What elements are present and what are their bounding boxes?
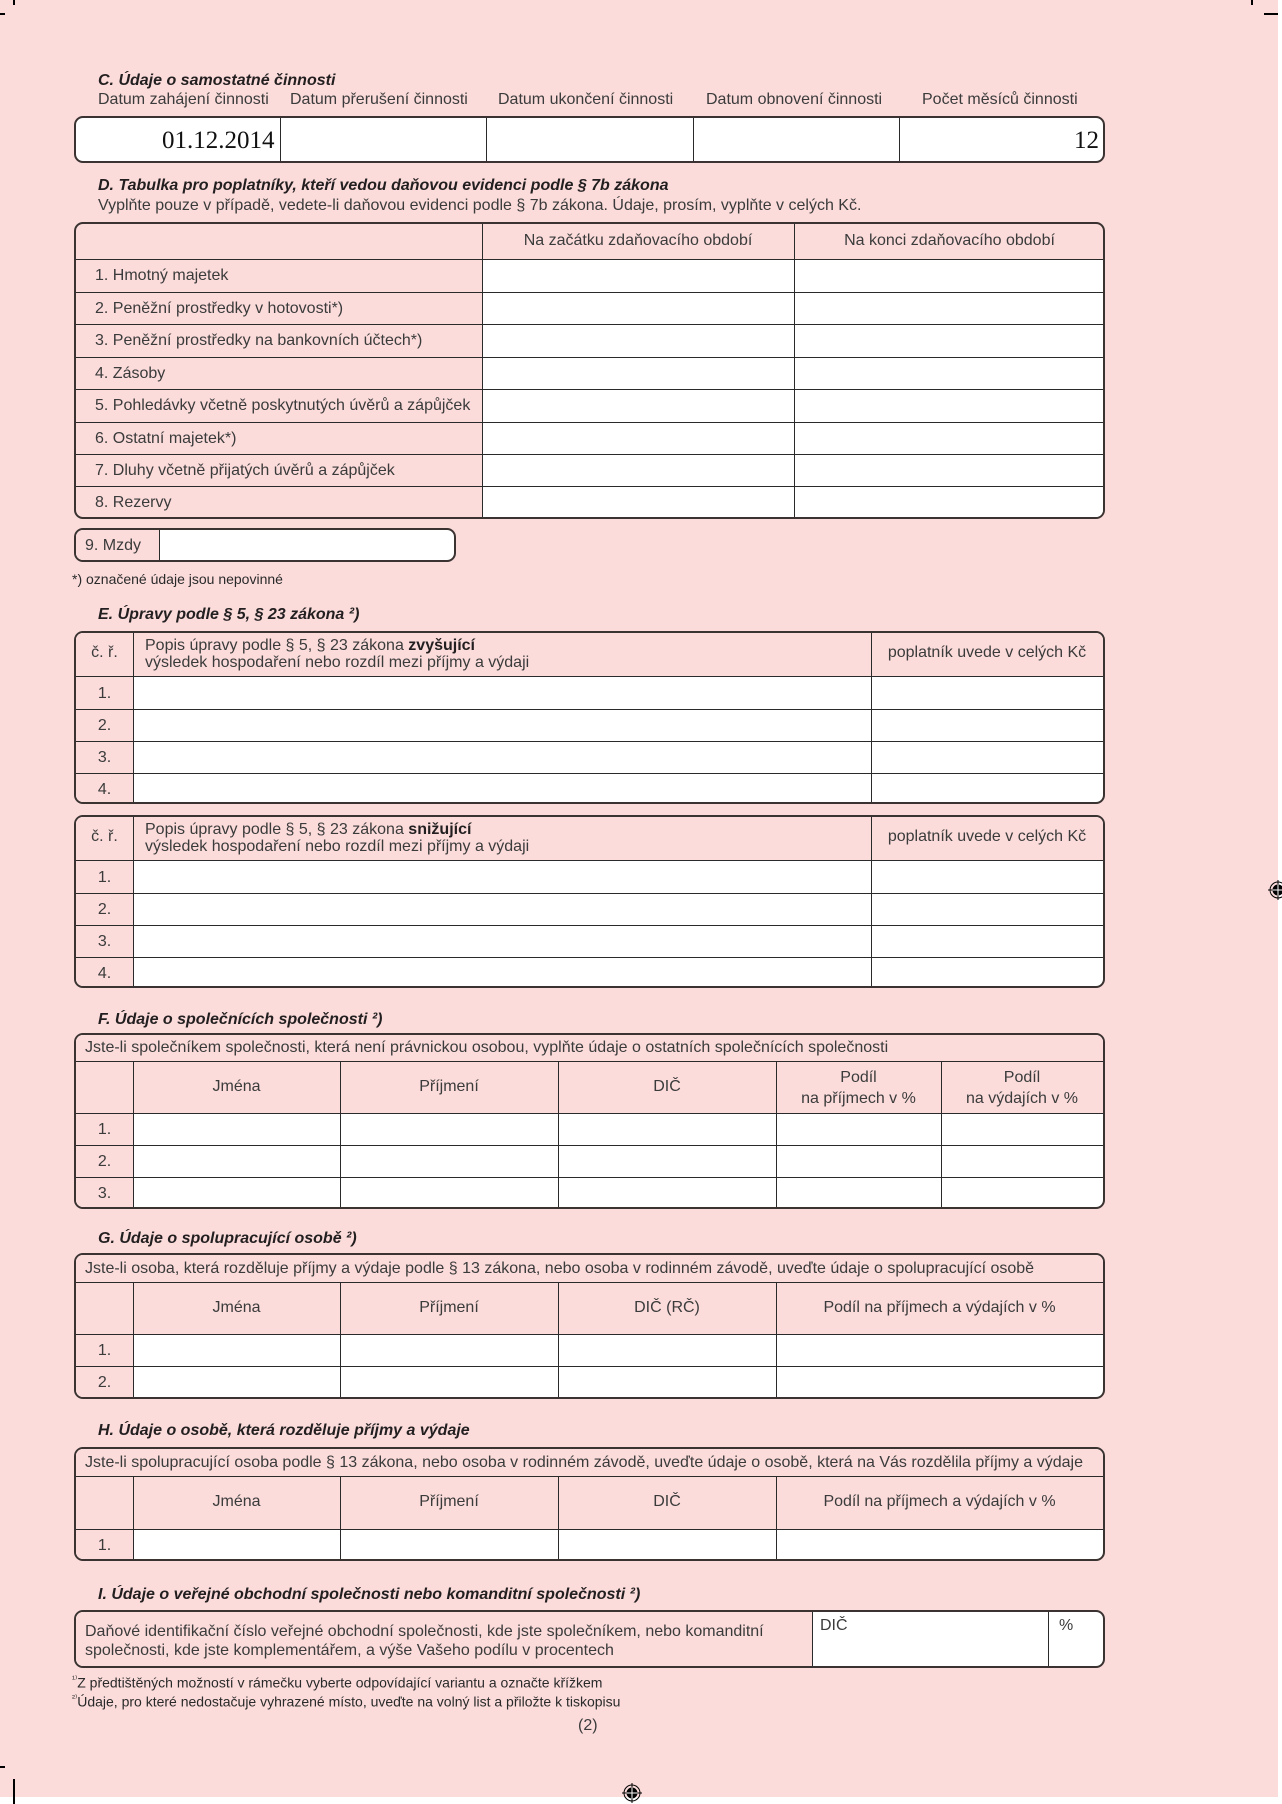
- increasing-desc-input-4[interactable]: [135, 775, 870, 802]
- tangible-assets-end-input[interactable]: [796, 261, 1105, 291]
- increasing-amount-input-4[interactable]: [873, 775, 1103, 802]
- distributing-person-table: [74, 1447, 1105, 1561]
- row-number: 1.: [97, 1342, 112, 1359]
- header-share: Podíl na příjmech a výdajích v %: [823, 1299, 1056, 1316]
- header-last-name: Příjmení: [419, 1299, 479, 1316]
- decreasing-desc-input-3[interactable]: [135, 927, 870, 956]
- footnote-1: $^{^{1)}}$Z předtištěných možností v rámečku vyberte odpovídající variantu a označte křížkem: [72, 1674, 603, 1691]
- cooperating-1-row-inputs[interactable]: [135, 1336, 1103, 1365]
- row-label-tangible-assets: 1. Hmotný majetek: [95, 267, 229, 284]
- distributing-1-row-inputs[interactable]: [135, 1531, 1103, 1559]
- increasing-desc-input-1[interactable]: [135, 678, 870, 708]
- registration-mark-icon: [622, 1783, 642, 1803]
- cash-start-input[interactable]: [484, 294, 793, 323]
- header-expense-share: Podíl na výdajích v %: [965, 1069, 1079, 1107]
- label-start-date: Datum zahájení činnosti: [98, 91, 269, 108]
- section-e-title: E. Úpravy podle § 5, § 23 zákona ²): [98, 606, 360, 623]
- registration-mark-icon: [1268, 880, 1282, 900]
- other-assets-end-input[interactable]: [796, 424, 1105, 453]
- receivables-end-input[interactable]: [796, 391, 1105, 421]
- row-number: 3.: [97, 933, 112, 950]
- label-end-date: Datum ukončení činnosti: [498, 91, 674, 108]
- increasing-desc-input-2[interactable]: [135, 711, 870, 740]
- wages-input[interactable]: [161, 530, 454, 560]
- receivables-start-input[interactable]: [484, 391, 793, 421]
- interruption-date-field[interactable]: [282, 118, 484, 161]
- row-number: 1.: [97, 869, 112, 886]
- increasing-amount-input-2[interactable]: [873, 711, 1103, 740]
- partnership-description: Daňové identifikační číslo veřejné obchodní společnosti, kde jste společníkem, nebo komanditní společnosti, kde jste komplementářem, a výše Vašeho podílu v procentech: [85, 1623, 764, 1659]
- partner-2-row-inputs[interactable]: [135, 1147, 1103, 1176]
- row-number: 1.: [97, 685, 112, 702]
- wages-box: [74, 528, 456, 562]
- dic-label: DIČ: [820, 1617, 848, 1634]
- header-period-start: Na začátku zdaňovacího období: [523, 232, 753, 249]
- increasing-desc-header: Popis úpravy podle § 5, § 23 zákona zvyšující výsledek hospodaření nebo rozdíl mezi příjmy a výdaji: [145, 637, 530, 671]
- header-dic: DIČ: [653, 1078, 681, 1095]
- label-interruption-date: Datum přerušení činnosti: [290, 91, 468, 108]
- row-number: 1.: [97, 1121, 112, 1138]
- decreasing-desc-input-1[interactable]: [135, 862, 870, 892]
- row-label-debts: 7. Dluhy včetně přijatých úvěrů a zápůjček: [95, 462, 395, 479]
- debts-end-input[interactable]: [796, 456, 1105, 485]
- header-dic-rc: DIČ (RČ): [634, 1299, 700, 1316]
- footnote-2: $^{^{2)}}$Údaje, pro které nedostačuje vyhrazené místo, uveďte na volný list a přiložte k tiskopisu: [72, 1693, 621, 1710]
- partnership-percent-input[interactable]: [1050, 1636, 1103, 1666]
- row-no-header: č. ř.: [91, 828, 118, 845]
- section-h-title: H. Údaje o osobě, která rozděluje příjmy a výdaje: [98, 1422, 470, 1439]
- tax-records-table: [74, 222, 1105, 519]
- section-i-title: I. Údaje o veřejné obchodní společnosti nebo komanditní společnosti ²): [98, 1586, 641, 1603]
- cash-end-input[interactable]: [796, 294, 1105, 323]
- decreasing-amount-input-2[interactable]: [873, 895, 1103, 924]
- decreasing-desc-input-2[interactable]: [135, 895, 870, 924]
- header-first-name: Jména: [212, 1078, 261, 1095]
- end-date-field[interactable]: [488, 118, 691, 161]
- increasing-amount-input-1[interactable]: [873, 678, 1103, 708]
- section-f-title: F. Údaje o společnících společnosti ²): [98, 1011, 383, 1028]
- row-label-receivables: 5. Pohledávky včetně poskytnutých úvěrů a zápůjček: [95, 397, 471, 414]
- inventory-start-input[interactable]: [484, 359, 793, 388]
- decreasing-amount-input-3[interactable]: [873, 927, 1103, 956]
- amount-header: poplatník uvede v celých Kč: [887, 828, 1087, 845]
- decreasing-desc-header: Popis úpravy podle § 5, § 23 zákona snižující výsledek hospodaření nebo rozdíl mezi příjmy a výdaji: [145, 821, 530, 855]
- row-number: 2.: [97, 1374, 112, 1391]
- bank-start-input[interactable]: [484, 326, 793, 356]
- reserves-start-input[interactable]: [484, 488, 793, 517]
- cooperating-person-table: [74, 1253, 1105, 1399]
- bank-end-input[interactable]: [796, 326, 1105, 356]
- increasing-desc-input-3[interactable]: [135, 743, 870, 772]
- page-number: (2): [578, 1717, 598, 1734]
- decreasing-desc-input-4[interactable]: [135, 959, 870, 986]
- amount-header: poplatník uvede v celých Kč: [887, 644, 1087, 661]
- start-date-field[interactable]: 01.12.2014: [162, 127, 275, 154]
- decreasing-amount-input-1[interactable]: [873, 862, 1103, 892]
- label-renewal-date: Datum obnovení činnosti: [706, 91, 883, 108]
- row-label-other-assets: 6. Ostatní majetek*): [95, 430, 237, 447]
- row-number: 1.: [97, 1537, 112, 1554]
- cooperating-intro: Jste-li osoba, která rozděluje příjmy a výdaje podle § 13 zákona, nebo osoba v rodinném závodě, uveďte údaje o spolupracující osobě: [85, 1260, 1035, 1277]
- crop-mark: [13, 0, 15, 5]
- row-label-bank-accounts: 3. Peněžní prostředky na bankovních účtech*): [95, 332, 423, 349]
- percent-label: %: [1059, 1617, 1074, 1634]
- months-count-field[interactable]: 12: [1074, 127, 1099, 154]
- row-number: 4.: [97, 965, 112, 982]
- row-no-header: č. ř.: [91, 644, 118, 661]
- reserves-end-input[interactable]: [796, 488, 1105, 517]
- crop-mark: [0, 1766, 5, 1768]
- row-number: 3.: [97, 1185, 112, 1202]
- row-label-reserves: 8. Rezervy: [95, 494, 172, 511]
- row-label-inventory: 4. Zásoby: [95, 365, 166, 382]
- section-d-subtitle: Vyplňte pouze v případě, vedete-li daňovou evidenci podle § 7b zákona. Údaje, prosím, vyplňte v celých Kč.: [98, 197, 862, 214]
- header-last-name: Příjmení: [419, 1078, 479, 1095]
- partners-intro: Jste-li společníkem společnosti, která není právnickou osobou, vyplňte údaje o ostatních společnících společnosti: [85, 1039, 889, 1056]
- row-number: 4.: [97, 781, 112, 798]
- inventory-end-input[interactable]: [796, 359, 1105, 388]
- adjustments-increasing-table: [74, 631, 1105, 804]
- row-number: 2.: [97, 1153, 112, 1170]
- crop-mark: [1264, 13, 1278, 15]
- decreasing-amount-input-4[interactable]: [873, 959, 1103, 986]
- activity-dates-box: [74, 116, 1105, 163]
- cooperating-2-row-inputs[interactable]: [135, 1368, 1103, 1397]
- other-assets-start-input[interactable]: [484, 424, 793, 453]
- optional-note: *) označené údaje jsou nepovinné: [72, 571, 283, 587]
- crop-mark: [13, 1779, 15, 1804]
- section-g-title: G. Údaje o spolupracující osobě ²): [98, 1230, 357, 1247]
- row-number: 3.: [97, 749, 112, 766]
- header-first-name: Jména: [212, 1299, 261, 1316]
- row-number: 2.: [97, 901, 112, 918]
- partner-1-row-inputs[interactable]: [135, 1115, 1103, 1144]
- wages-label: 9. Mzdy: [85, 537, 142, 554]
- header-period-end: Na konci zdaňovacího období: [844, 232, 1055, 249]
- row-label-cash: 2. Peněžní prostředky v hotovosti*): [95, 300, 344, 317]
- header-share: Podíl na příjmech a výdajích v %: [823, 1493, 1056, 1510]
- header-dic: DIČ: [653, 1493, 681, 1510]
- label-months-count: Počet měsíců činnosti: [922, 91, 1078, 108]
- section-d-title: D. Tabulka pro poplatníky, kteří vedou daňovou evidenci podle § 7b zákona: [98, 177, 669, 194]
- increasing-amount-input-3[interactable]: [873, 743, 1103, 772]
- section-c-title: C. Údaje o samostatné činnosti: [98, 72, 336, 89]
- partnership-box: [74, 1610, 1105, 1668]
- renewal-date-field[interactable]: [695, 118, 897, 161]
- debts-start-input[interactable]: [484, 456, 793, 485]
- partner-3-row-inputs[interactable]: [135, 1179, 1103, 1207]
- adjustments-decreasing-table: [74, 815, 1105, 988]
- header-last-name: Příjmení: [419, 1493, 479, 1510]
- header-income-share: Podíl na příjmech v %: [801, 1069, 916, 1107]
- row-number: 2.: [97, 717, 112, 734]
- crop-mark: [0, 13, 5, 15]
- crop-mark: [1251, 0, 1253, 5]
- partners-table: [74, 1033, 1105, 1209]
- tangible-assets-start-input[interactable]: [484, 261, 793, 291]
- header-first-name: Jména: [212, 1493, 261, 1510]
- partnership-dic-input[interactable]: [814, 1636, 1046, 1666]
- distributing-intro: Jste-li spolupracující osoba podle § 13 zákona, nebo osoba v rodinném závodě, uveďte údaje o osobě, která na Vás rozdělila příjmy a výdaje: [85, 1454, 1083, 1471]
